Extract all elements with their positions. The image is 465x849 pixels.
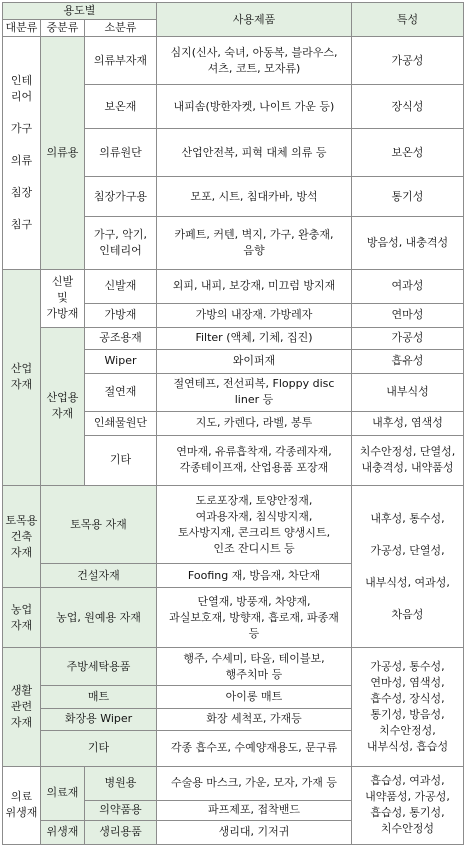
mid-medical: 의료재: [41, 766, 85, 820]
properties-cell: 통기성: [352, 177, 464, 217]
sub-category-cell: 기타: [41, 730, 157, 766]
sub-category-cell: 건설자재: [41, 564, 157, 588]
products-cell: 지도, 카렌다, 라벨, 봉투: [157, 411, 352, 435]
products-cell: 가방의 내장재. 가방레자: [157, 303, 352, 327]
mid-clothing: 의류용: [41, 37, 85, 270]
sub-category-cell: 토목용 자재: [41, 486, 157, 564]
products-cell: 절연테프, 전선피복, Floppy disc liner 등: [157, 373, 352, 411]
properties-cell: 가공성: [352, 327, 464, 349]
sub-category-cell: 절연재: [85, 373, 157, 411]
properties-cell: 흡유성: [352, 349, 464, 373]
sub-category-cell: 침장가구용: [85, 177, 157, 217]
products-cell: 외피, 내피, 보강재, 미끄럼 방지재: [157, 269, 352, 303]
sub-category-cell: 주방세탁용품: [41, 648, 157, 686]
mid-hygiene: 위생재: [41, 820, 85, 844]
products-cell: 수술용 마스크, 가운, 모자, 가재 등: [157, 766, 352, 800]
properties-cell: 방음성, 내충격성: [352, 217, 464, 269]
properties-cell: 내부식성: [352, 373, 464, 411]
major-industrial: 산업 자재: [3, 269, 41, 485]
major-medical-hygiene: 의료 위생재: [3, 766, 41, 844]
sub-category-cell: 의약품용: [85, 800, 157, 820]
sub-category-cell: 생리용품: [85, 820, 157, 844]
sub-category-cell: 기타: [85, 435, 157, 485]
products-cell: 연마재, 유류흡착재, 각종레자재, 각종테이프재, 산업용품 포장재: [157, 435, 352, 485]
sub-category-cell: 화장용 Wiper: [41, 708, 157, 730]
properties-cell: 흡습성, 여과성, 내약품성, 가공성, 흡습성, 통기성, 치수안정성: [352, 766, 464, 844]
header-usage-group: 용도별: [3, 3, 157, 20]
products-cell: 화장 세척포, 가재등: [157, 708, 352, 730]
header-mid-category: 중분류: [41, 20, 85, 37]
usage-classification-table: [2, 2, 464, 845]
sub-category-cell: 공조용재: [85, 327, 157, 349]
properties-cell: 내후성, 통수성, 가공성, 단열성, 내부식성, 여과성, 차음성: [352, 486, 464, 648]
products-cell: 카페트, 커텐, 벽지, 가구, 완충재, 음향: [157, 217, 352, 269]
header-sub-category: 소분류: [85, 20, 157, 37]
major-civil-construction: 토목용 건축 자재: [3, 486, 41, 588]
major-interior: 인테 리어 가구 의류 침장 침구: [3, 37, 41, 270]
properties-cell: 치수안정성, 단열성, 내충격성, 내약품성: [352, 435, 464, 485]
properties-cell: 연마성: [352, 303, 464, 327]
products-cell: 행주, 수세미, 타올, 테이블보, 행주치마 등: [157, 648, 352, 686]
major-living: 생활 관련 자재: [3, 648, 41, 766]
sub-category-cell: 보온재: [85, 85, 157, 129]
products-cell: 생리대, 기저귀: [157, 820, 352, 844]
properties-cell: 장식성: [352, 85, 464, 129]
products-cell: Filter (액체, 기체, 집진): [157, 327, 352, 349]
products-cell: 모포, 시트, 침대카바, 방석: [157, 177, 352, 217]
sub-category-cell: 의류원단: [85, 129, 157, 177]
products-cell: 각종 흡수포, 수예양재용도, 문구류: [157, 730, 352, 766]
sub-category-cell: Wiper: [85, 349, 157, 373]
properties-cell: 가공성: [352, 37, 464, 85]
products-cell: 도로포장재, 토양안정재, 여과용자재, 침식방지재, 토사방지재, 콘크리트 양생시트, 인조 잔디시트 등: [157, 486, 352, 564]
sub-category-cell: 가방재: [85, 303, 157, 327]
header-major-category: 대분류: [3, 20, 41, 37]
sub-category-cell: 의류부자재: [85, 37, 157, 85]
sub-category-cell: 농업, 원예용 자재: [41, 588, 157, 648]
products-cell: Foofing 재, 방음재, 차단재: [157, 564, 352, 588]
header-properties: 특성: [352, 3, 464, 37]
properties-cell: 내후성, 염색성: [352, 411, 464, 435]
products-cell: 내피솜(방한자켓, 나이트 가운 등): [157, 85, 352, 129]
products-cell: 심지(신사, 숙녀, 아동복, 블라우스, 셔츠, 코트, 모자류): [157, 37, 352, 85]
major-agriculture: 농업 자재: [3, 588, 41, 648]
properties-cell: 여과성: [352, 269, 464, 303]
products-cell: 파프제포, 접착밴드: [157, 800, 352, 820]
properties-cell: 보온성: [352, 129, 464, 177]
mid-industrial-materials: 산업용 자재: [41, 327, 85, 485]
sub-category-cell: 매트: [41, 686, 157, 708]
sub-category-cell: 인쇄물원단: [85, 411, 157, 435]
products-cell: 와이퍼재: [157, 349, 352, 373]
sub-category-cell: 가구, 악기, 인테리어: [85, 217, 157, 269]
products-cell: 산업안전복, 피혁 대체 의류 등: [157, 129, 352, 177]
sub-category-cell: 신발재: [85, 269, 157, 303]
sub-category-cell: 병원용: [85, 766, 157, 800]
products-cell: 아이롱 매트: [157, 686, 352, 708]
products-cell: 단열재, 방풍재, 차양재, 과실보호재, 방향재, 흡로재, 파종재 등: [157, 588, 352, 648]
mid-shoes-bags: 신발 및 가방재: [41, 269, 85, 327]
header-products: 사용제품: [157, 3, 352, 37]
properties-cell: 가공성, 통수성, 연마성, 염색성, 흡수성, 장식성, 통기성, 방음성, 치수안정성, 내부식성, 흡습성: [352, 648, 464, 766]
